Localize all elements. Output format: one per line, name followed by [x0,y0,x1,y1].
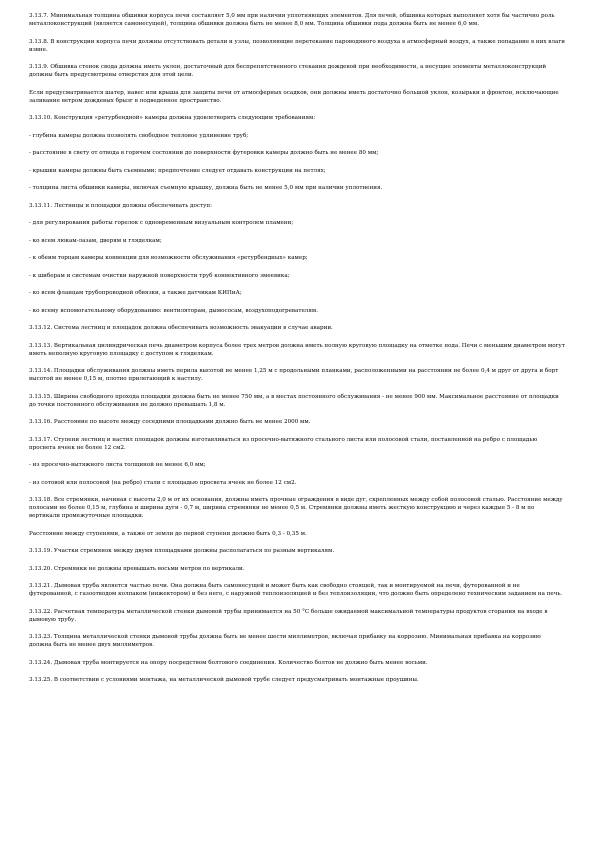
paragraph-3-13-24: 3.13.24. Дымовая труба монтируется на опору посредством болтового соединения. Количество болтов не должно быть менее восьми. [29,659,428,666]
paragraph-3-13-12: 3.13.12. Система лестниц и площадок должна обеспечивать возможность эвакуации в случае аварии. [29,325,333,331]
paragraph-canopy: Если предусматривается шатер, навес или крыша для защиты печи от атмосферных осадков, они должны иметь достаточно большой уклон, козырьки и фронтон, исключающие заливание ветром дождевых брызг в подведенное пространство. [29,89,559,104]
paragraph-3-13-25: 3.13.25. В соответствии с условиями монтажа, на металлической дымовой трубе следует предусматривать монтажные проушины. [29,677,419,683]
list-item: - для регулирования работы горелок с одновременным визуальным контролем пламени; [29,220,294,226]
paragraph-3-13-22: 3.13.22. Расчетная температура металлической стенки дымовой трубы принимается на 50 °С больше ожидаемой максимальной температуры продуктов сгорания на входе в дымовую трубу. [29,608,548,623]
paragraph-step-distance: Расстояние между ступенями, а также от земли до первой ступени должно быть 0,3 - 0,35 м. [29,530,307,537]
list-item: - ко всему вспомогательному оборудованию: вентиляторам, дымососам, воздухоподогревателям. [29,307,318,314]
paragraph-3-13-14: 3.13.14. Площадки обслуживания должны иметь перила высотой не менее 1,25 м с продольными планками, расположенными на расстоянии не более 0,4 м друг от друга и борт высотой не менее 0,15 м, плотно прилегающий к настилу. [29,368,559,382]
paragraph-3-13-17: 3.13.17. Ступени лестниц и настил площадок должны изготавливаться из просечно-вытяжного стального листа или полосовой стали, поставленной на ребро с площадью просвета ячеек не более 12 см2. [29,436,538,451]
paragraph-3-13-15: 3.13.15. Ширина свободного прохода площадки должна быть не менее 750 мм, а в местах постоянного обслуживания - не менее 900 мм. Максимальное расстояние от площадки до точки постоянного обслуживания не должно превышать 1,8 м. [29,393,559,408]
list-item: - ко всем люкам-лазам, дверям и гляделкам; [29,237,162,244]
paragraph-3-13-10: 3.13.10. Конструкция «ретурбендной» камеры должна удовлетворять следующим требованиям: [29,115,316,121]
list-item: - расстояние в свету от отвода в горячем состоянии до поверхности футеровки камеры должно быть не менее 80 мм; [29,150,379,156]
list-item: - к обеим торцам камеры конвекции для возможности обслуживания «ретурбендных» камер; [29,255,308,261]
paragraph-3-13-11: 3.13.11. Лестницы и площадки должны обеспечивать доступ: [29,202,212,209]
list-item: - из сотовой или полосовой (на ребро) стали с площадью просвета ячеек не более 12 см2. [29,479,297,486]
list-item: - глубина камеры должна позволять свободное тепловое удлинение труб; [29,132,249,139]
list-item: - из просечно-вытяжного листа толщиной не менее 6,0 мм; [29,462,206,468]
paragraph-3-13-8: 3.13.8. В конструкции корпуса печи должны отсутствовать детали и узлы, позволяющие перетекание пароводяного воздуха в атмосферный воздух, а также попадание в них влаги извне. [29,38,565,53]
paragraph-3-13-16: 3.13.16. Расстояние по высоте между соседними площадками должно быть не менее 2000 мм. [29,419,311,425]
list-item: - крышки камеры должны быть съемными; предпочтение следует отдавать конструкции на петлях; [29,167,326,174]
paragraph-3-13-20: 3.13.20. Стремянки не должны превышать восьми метров по вертикали. [29,565,245,572]
paragraph-3-13-23: 3.13.23. Толщина металлической стенки дымовой трубы должна быть не менее шести миллиметров, включая прибавку на коррозию. Минимальная прибавка на коррозию должна быть не менее двух миллиметров. [29,634,541,648]
paragraph-3-13-21: 3.13.21. Дымовая труба является частью печи. Она должна быть самонесущей и может быть как свободно стоящей, так и монтируемой на печи, футерованной и не футерованной, с газоотводом колпаком (инжектором) и без него, с наружной теплоизоляцией и без теплоизоляции, что должно быть определено техническим заданием на печь. [29,583,563,597]
paragraph-3-13-9: 3.13.9. Обшивка стенок свода должна иметь уклон, достаточный для беспрепятственного стекания дождевой при необходимости, а несущие элементы металлоконструкций должны быть предусмотрены отверстия для этой цели. [29,64,547,78]
paragraph-3-13-18: 3.13.18. Все стремянки, начиная с высоты 2,0 м от их основания, должны иметь прочные ограждения в виде дуг, скрепленных между собой полосовой сталью. Расстояние между полосами не более 0,15 м, глубина и ширина дуги - 0,7 м, ширина стремянки не менее 0,5 м. Стремянки должны иметь жесткую конструкцию и через каждые 5 - 8 м по вертикали промежуточные площадки. [29,497,563,519]
list-item: - к шиберам и системам очистки наружной поверхности труб конвективного змеевика; [29,272,290,279]
list-item: - толщина листа обшивки камеры, включая съемную крышку, должна быть не менее 5,0 мм при наличии уплотнения. [29,185,383,191]
paragraph-3-13-7: 3.13.7. Минимальная толщина обшивки корпуса печи составляет 5,0 мм при наличии уплотняющих элементов. Для печей, обшивка которых выполняет хотя бы частично роль металлоконструкций (является самонесущей), толщина обшивки должна быть не менее 8,0 мм. Толщина обшивки пода должна быть не менее 6,0 мм. [29,13,555,27]
list-item: - ко всем фланцам трубопроводной обвязки, а также датчикам КИПиА; [29,290,242,296]
paragraph-3-13-19: 3.13.19. Участки стремянок между двумя площадками должны располагаться по разным вертикалям. [29,548,335,554]
paragraph-3-13-13: 3.13.13. Вертикальная цилиндрическая печь диаметром корпуса более трех метров должна иметь полную круговую площадку на отметке пода. Печи с меньшим диаметром могут иметь неполную круговую площадку с доступом к гляделкам. [29,342,565,357]
